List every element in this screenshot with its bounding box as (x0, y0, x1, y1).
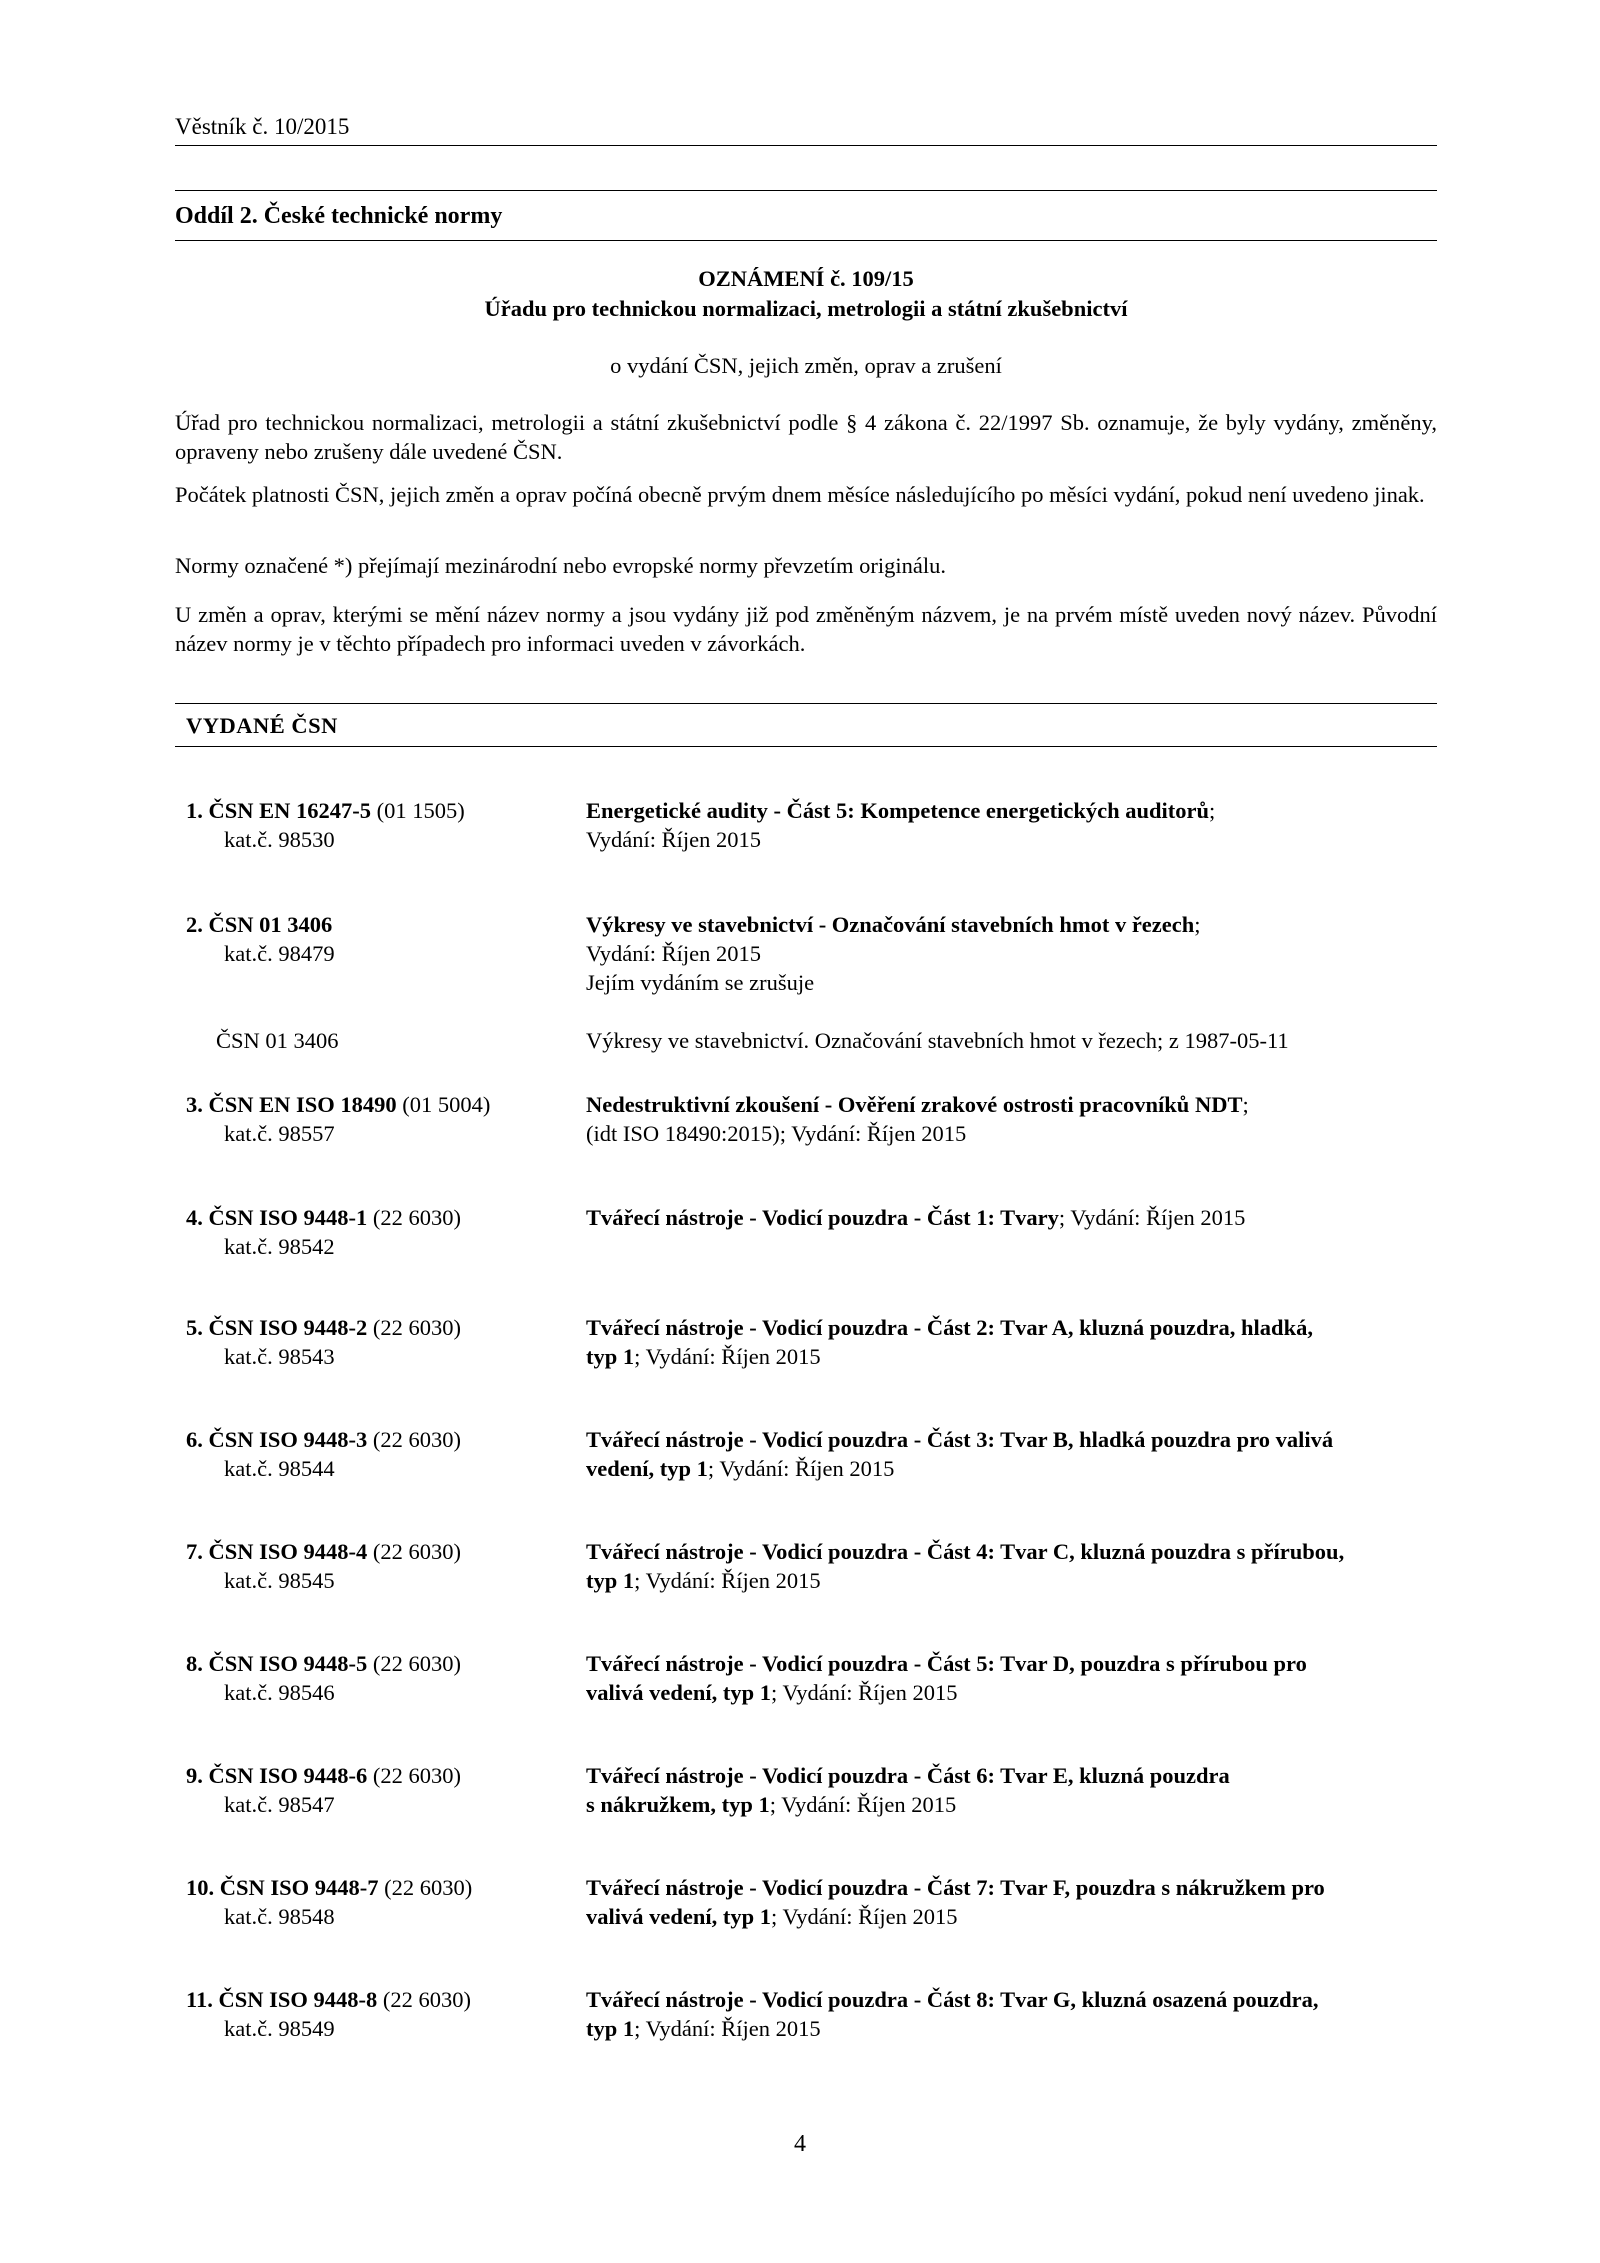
catalog-number: kat.č. 98545 (224, 1568, 335, 1593)
standard-title-line (586, 1454, 1436, 1483)
standard-title: Tvářecí nástroje - Vodicí pouzdra - Část 4: Tvar C, kluzná pouzdra s přírubou, (586, 1539, 1345, 1564)
section-rule-top (175, 190, 1437, 191)
page-number: 4 (794, 2131, 806, 2157)
classification-code: (22 6030) (367, 1763, 462, 1788)
entry-number: 5. (186, 1315, 209, 1340)
catalog-number: kat.č. 98542 (224, 1234, 335, 1259)
standard-title: vedení, typ 1 (586, 1456, 708, 1481)
standard-title-line (586, 2014, 1436, 2043)
catalog-number: kat.č. 98543 (224, 1344, 335, 1369)
standard-title-line (586, 1425, 1436, 1454)
catalog-number: kat.č. 98549 (224, 2016, 335, 2041)
entry-number: 6. (186, 1427, 209, 1452)
standard-code: ČSN ISO 9448-4 (208, 1539, 368, 1564)
standard-id-column (186, 1649, 576, 1707)
entry-number: 2. (186, 912, 209, 937)
validity-paragraph: Počátek platnosti ČSN, jejich změn a oprav počíná obecně prvým dnem měsíce následujícího po měsíci vydání, pokud není uvedeno jinak. (175, 482, 1425, 507)
standard-title-line (586, 1537, 1436, 1566)
standard-designation (186, 1537, 576, 1566)
standard-title-line (586, 1873, 1436, 1902)
journal-header: Věstník č. 10/2015 (175, 114, 350, 139)
standard-title-line (586, 1566, 1436, 1595)
standard-title-line (586, 1342, 1436, 1371)
standard-title: Tvářecí nástroje - Vodicí pouzdra - Část 5: Tvar D, pouzdra s přírubou pro (586, 1651, 1307, 1676)
issue-info: ; Vydání: Říjen 2015 (634, 1344, 821, 1369)
standard-id-column (186, 796, 576, 854)
classification-code: (01 5004) (396, 1092, 491, 1117)
classification-code: (22 6030) (367, 1651, 462, 1676)
standard-title-line (586, 1649, 1436, 1678)
standard-code: ČSN EN 16247-5 (208, 798, 372, 823)
standard-title-line (586, 796, 1436, 825)
cancelled-standard-code: ČSN 01 3406 (216, 1028, 339, 1053)
standard-title-line (586, 1761, 1436, 1790)
section-rule-bottom (175, 240, 1437, 241)
classification-code: (01 1505) (371, 798, 465, 823)
standard-title-line (586, 1203, 1436, 1232)
standard-id-column (186, 910, 576, 968)
standard-title-line (586, 1678, 1436, 1707)
standard-code: ČSN ISO 9448-3 (208, 1427, 368, 1452)
notice-authority: Úřadu pro technickou normalizaci, metrologii a státní zkušebnictví (484, 296, 1128, 321)
standard-code: ČSN ISO 9448-6 (208, 1763, 368, 1788)
standard-title-column (586, 1985, 1436, 2043)
standard-title-column (586, 1425, 1436, 1483)
standard-code: ČSN ISO 9448-5 (208, 1651, 368, 1676)
standard-title-column (586, 1203, 1436, 1232)
entry-number: 8. (186, 1651, 209, 1676)
standard-title: Tvářecí nástroje - Vodicí pouzdra - Část 1: Tvary (586, 1205, 1059, 1230)
classification-code: (22 6030) (367, 1315, 462, 1340)
notice-subtitle: o vydání ČSN, jejich změn, oprav a zrušení (610, 353, 1002, 378)
issue-info: ; (1242, 1092, 1249, 1117)
standard-title: typ 1 (586, 1344, 635, 1369)
section-title: Oddíl 2. České technické normy (175, 203, 503, 229)
standard-title-column (586, 796, 1436, 854)
standard-id-column (186, 1985, 576, 2043)
entry-number: 4. (186, 1205, 209, 1230)
standard-designation (186, 1985, 576, 2014)
standard-title-line (586, 1313, 1436, 1342)
standard-id-column (186, 1425, 576, 1483)
catalog-number: kat.č. 98557 (224, 1121, 335, 1146)
standard-title-column (586, 1649, 1436, 1707)
standard-id-column (186, 1537, 576, 1595)
issue-line: (idt ISO 18490:2015); Vydání: Říjen 2015 (586, 1121, 967, 1146)
standard-title: s nákružkem, typ 1 (586, 1792, 770, 1817)
standard-title: Nedestruktivní zkoušení - Ověření zrakové ostrosti pracovníků NDT (586, 1092, 1243, 1117)
standard-title-column (586, 1761, 1436, 1819)
standard-title: Výkresy ve stavebnictví - Označování stavebních hmot v řezech (586, 912, 1195, 937)
standard-designation (186, 1313, 576, 1342)
standard-title: Tvářecí nástroje - Vodicí pouzdra - Část 6: Tvar E, kluzná pouzdra (586, 1763, 1230, 1788)
standard-id-column (186, 1313, 576, 1371)
standard-title: valivá vedení, typ 1 (586, 1680, 772, 1705)
standard-code: ČSN ISO 9448-7 (219, 1875, 379, 1900)
issue-info: ; Vydání: Říjen 2015 (707, 1456, 895, 1481)
standard-title: typ 1 (586, 1568, 635, 1593)
entry-number: 3. (186, 1092, 209, 1117)
catalog-number: kat.č. 98547 (224, 1792, 335, 1817)
standard-title-column (586, 1873, 1436, 1931)
issue-info: ; (1194, 912, 1201, 937)
standard-id-column (186, 1203, 576, 1261)
classification-code: (22 6030) (378, 1875, 473, 1900)
issue-info: ; Vydání: Říjen 2015 (1058, 1205, 1246, 1230)
standard-designation (186, 1425, 576, 1454)
cancelled-standard-title: Výkresy ve stavebnictví. Označování stavebních hmot v řezech; z 1987-05-11 (586, 1028, 1289, 1053)
classification-code: (22 6030) (377, 1987, 472, 2012)
entry-number: 1. (186, 798, 209, 823)
standard-title-column (586, 1090, 1436, 1148)
adoption-paragraph: Normy označené *) přejímají mezinárodní nebo evropské normy převzetím originálu. (175, 553, 946, 578)
issue-info: ; Vydání: Říjen 2015 (769, 1792, 957, 1817)
standard-title: valivá vedení, typ 1 (586, 1904, 772, 1929)
vydane-rule-top (175, 703, 1437, 704)
standard-title-line (586, 1902, 1436, 1931)
standard-code: ČSN 01 3406 (208, 912, 333, 937)
standard-designation (186, 1873, 576, 1902)
catalog-number: kat.č. 98530 (224, 827, 335, 852)
standard-designation (186, 910, 576, 939)
standard-title: Energetické audity - Část 5: Kompetence energetických auditorů (586, 798, 1210, 823)
issue-info: ; Vydání: Říjen 2015 (771, 1680, 958, 1705)
standard-title: typ 1 (586, 2016, 635, 2041)
standard-title-line (586, 1790, 1436, 1819)
standard-designation (186, 1203, 576, 1232)
standard-title-line (586, 1985, 1436, 2014)
classification-code: (22 6030) (367, 1427, 462, 1452)
catalog-number: kat.č. 98546 (224, 1680, 335, 1705)
issue-info: ; Vydání: Říjen 2015 (634, 1568, 821, 1593)
standard-title: Tvářecí nástroje - Vodicí pouzdra - Část 2: Tvar A, kluzná pouzdra, hladká, (586, 1315, 1313, 1340)
standard-title: Tvářecí nástroje - Vodicí pouzdra - Část 7: Tvar F, pouzdra s nákružkem pro (586, 1875, 1325, 1900)
issue-info: ; Vydání: Říjen 2015 (634, 2016, 821, 2041)
standard-code: ČSN EN ISO 18490 (208, 1092, 397, 1117)
standard-id-column (186, 1090, 576, 1148)
entry-number: 9. (186, 1763, 209, 1788)
standard-designation (186, 1649, 576, 1678)
standard-title-column (586, 1537, 1436, 1595)
classification-code: (22 6030) (367, 1539, 462, 1564)
standard-designation (186, 796, 576, 825)
standard-title-line (586, 910, 1436, 939)
issue-line: Vydání: Říjen 2015 (586, 827, 761, 852)
header-rule (175, 145, 1437, 146)
notice-title: OZNÁMENÍ č. 109/15 (698, 266, 914, 291)
standard-title-line (586, 1090, 1436, 1119)
standard-title: Tvářecí nástroje - Vodicí pouzdra - Část 8: Tvar G, kluzná osazená pouzdra, (586, 1987, 1319, 2012)
standard-code: ČSN ISO 9448-8 (218, 1987, 378, 2012)
standard-title-column (586, 910, 1436, 997)
entry-number: 11. (186, 1987, 219, 2012)
catalog-number: kat.č. 98544 (224, 1456, 335, 1481)
standard-id-column (186, 1761, 576, 1819)
entry-number: 7. (186, 1539, 209, 1564)
standard-designation (186, 1761, 576, 1790)
issue-info: ; (1209, 798, 1216, 823)
standard-code: ČSN ISO 9448-2 (208, 1315, 368, 1340)
vydane-title: VYDANÉ ČSN (186, 713, 338, 738)
catalog-number: kat.č. 98479 (224, 941, 335, 966)
standard-designation (186, 1090, 576, 1119)
issue-line: Jejím vydáním se zrušuje (586, 970, 815, 995)
vydane-rule-bottom (175, 746, 1437, 747)
classification-code: (22 6030) (367, 1205, 462, 1230)
intro-paragraph: Úřad pro technickou normalizaci, metrologii a státní zkušebnictví podle § 4 zákona č. 22/1997 Sb. oznamuje, že byly vydány, změněny, opraveny nebo zrušeny dále uvedené ČSN. (175, 410, 1437, 464)
standard-code: ČSN ISO 9448-1 (208, 1205, 368, 1230)
standard-id-column (186, 1873, 576, 1931)
issue-line: Vydání: Říjen 2015 (586, 941, 761, 966)
catalog-number: kat.č. 98548 (224, 1904, 335, 1929)
issue-info: ; Vydání: Říjen 2015 (771, 1904, 958, 1929)
standard-title: Tvářecí nástroje - Vodicí pouzdra - Část 3: Tvar B, hladká pouzdra pro valivá (586, 1427, 1334, 1452)
standard-title-column (586, 1313, 1436, 1371)
entry-number: 10. (186, 1875, 220, 1900)
amendment-paragraph: U změn a oprav, kterými se mění název normy a jsou vydány již pod změněným názvem, je na prvém místě uveden nový název. Původní název normy je v těchto případech pro informaci uveden v závorkách. (175, 602, 1437, 656)
